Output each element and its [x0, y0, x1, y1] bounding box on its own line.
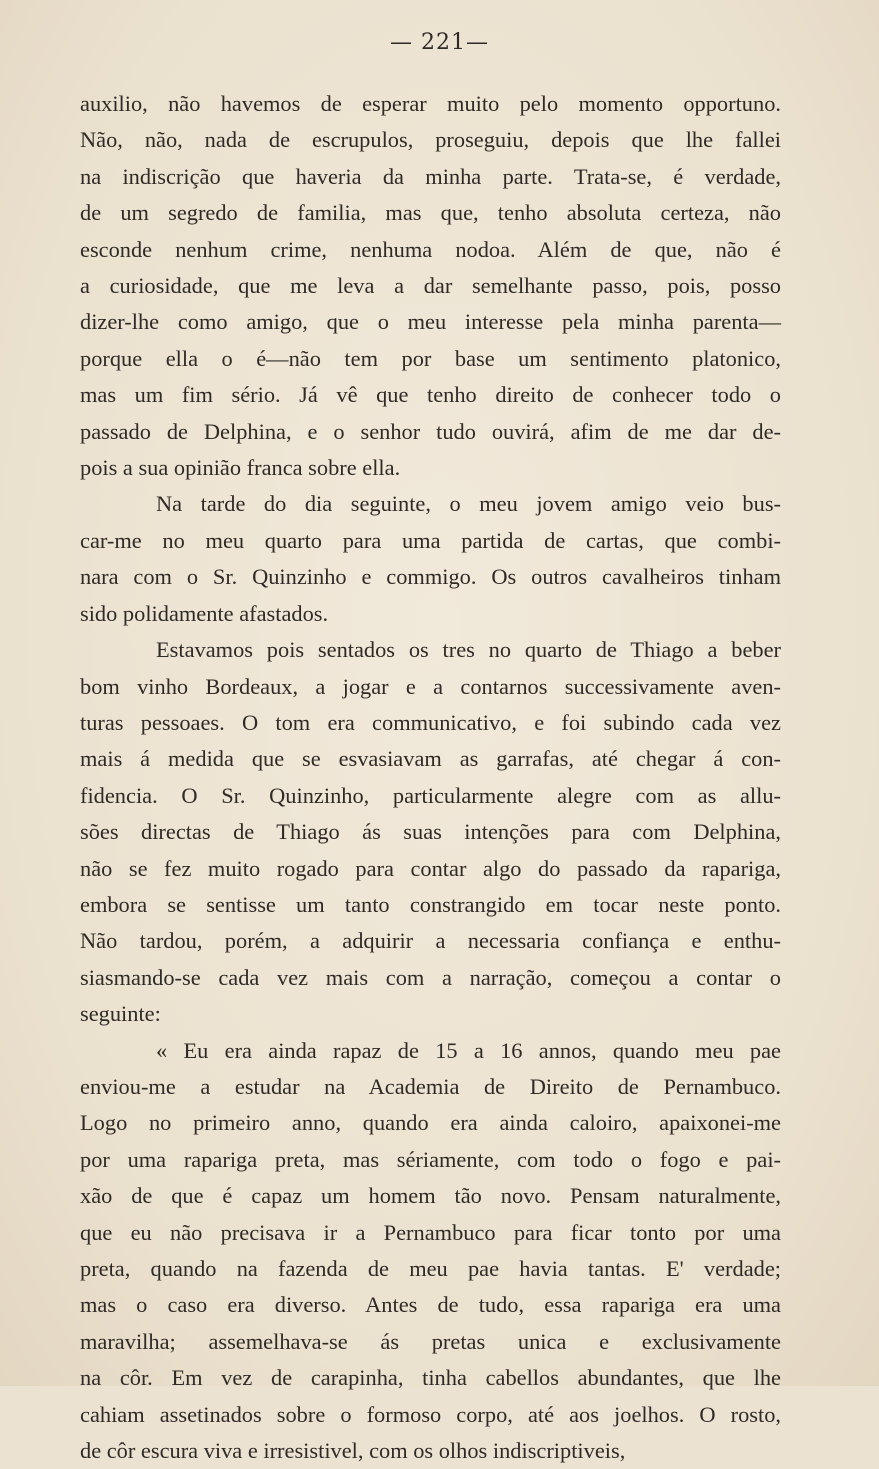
text-line: não se fez muito rogado para contar algo do passado da rapariga, [80, 855, 781, 881]
text-line: Na tarde do dia seguinte, o meu jovem amigo veio bus- [156, 491, 781, 517]
text-line: preta, quando na fazenda de meu pae havia tantas. E' verdade; [80, 1256, 781, 1281]
text-line: porque ella o é—não tem por base um sentimento platonico, [80, 345, 781, 371]
text-line: passado de Delphina, e o senhor tudo ouvirá, afim de me dar de- [80, 418, 781, 444]
text-line: mais á medida que se esvasiavam as garrafas, até chegar á con- [80, 746, 781, 772]
text-line: pois a sua opinião franca sobre ella. [80, 455, 401, 481]
text-line: na indiscrição que haveria da minha parte. Trata-se, é verdade, [80, 163, 781, 189]
text-line: Estavamos pois sentados os tres no quarto de Thiago a beber [156, 637, 781, 663]
text-line: auxilio, não havemos de esperar muito pelo momento opportuno. [80, 91, 781, 116]
text-line: mas um fim sério. Já vê que tenho direito de conhecer todo o [80, 382, 781, 408]
text-line: turas pessoaes. O tom era communicativo, e foi subindo cada vez [80, 709, 781, 735]
text-line: a curiosidade, que me leva a dar semelhante passo, pois, posso [80, 273, 781, 299]
text-line: « Eu era ainda rapaz de 15 a 16 annos, quando meu pae [156, 1037, 781, 1063]
text-line: cahiam assetinados sobre o formoso corpo, até aos joelhos. O rosto, [80, 1401, 781, 1427]
text-line: maravilha; assemelhava-se ás pretas unica e exclusivamente [80, 1328, 781, 1354]
text-line: bom vinho Bordeaux, a jogar e a contarnos successivamente aven- [80, 673, 781, 699]
text-line: seguinte: [80, 1001, 161, 1027]
text-line: car-me no meu quarto para uma partida de cartas, que combi- [80, 527, 781, 553]
text-line: sido polidamente afastados. [80, 600, 329, 626]
text-line: na côr. Em vez de carapinha, tinha cabellos abundantes, que lhe [80, 1365, 781, 1391]
text-line: Não tardou, porém, a adquirir a necessaria confiança e enthu- [80, 928, 781, 954]
text-line: mas o caso era diverso. Antes de tudo, essa rapariga era uma [80, 1292, 781, 1318]
text-line: enviou-me a estudar na Academia de Direito de Pernambuco. [80, 1073, 781, 1099]
text-line: Não, não, nada de escrupulos, proseguiu, depois que lhe fallei [80, 127, 781, 153]
text-line: Logo no primeiro anno, quando era ainda caloiro, apaixonei-me [80, 1110, 781, 1136]
page-body [80, 86, 781, 1469]
text-line: fidencia. O Sr. Quinzinho, particularmente alegre com as allu- [80, 782, 781, 808]
text-line: de côr escura viva e irresistivel, com os olhos indiscriptiveis, [80, 1438, 626, 1464]
text-line: nara com o Sr. Quinzinho e commigo. Os outros cavalheiros tinham [80, 564, 781, 590]
text-line: dizer-lhe como amigo, que o meu interesse pela minha parenta— [80, 309, 781, 335]
text-line: por uma rapariga preta, mas sériamente, com todo o fogo e pai- [80, 1146, 781, 1172]
text-line: de um segredo de familia, mas que, tenho absoluta certeza, não [80, 200, 781, 226]
page-number: — 221— [390, 30, 489, 55]
text-line: esconde nenhum crime, nenhuma nodoa. Além de que, não é [80, 236, 781, 262]
text-line: embora se sentisse um tanto constrangido em tocar neste ponto. [80, 891, 781, 917]
text-line: siasmando-se cada vez mais com a narração, começou a contar o [80, 964, 781, 990]
text-line: xão de que é capaz um homem tão novo. Pensam naturalmente, [80, 1183, 781, 1209]
text-line: que eu não precisava ir a Pernambuco para ficar tonto por uma [80, 1219, 781, 1245]
text-line: sões directas de Thiago ás suas intenções para com Delphina, [80, 819, 781, 845]
